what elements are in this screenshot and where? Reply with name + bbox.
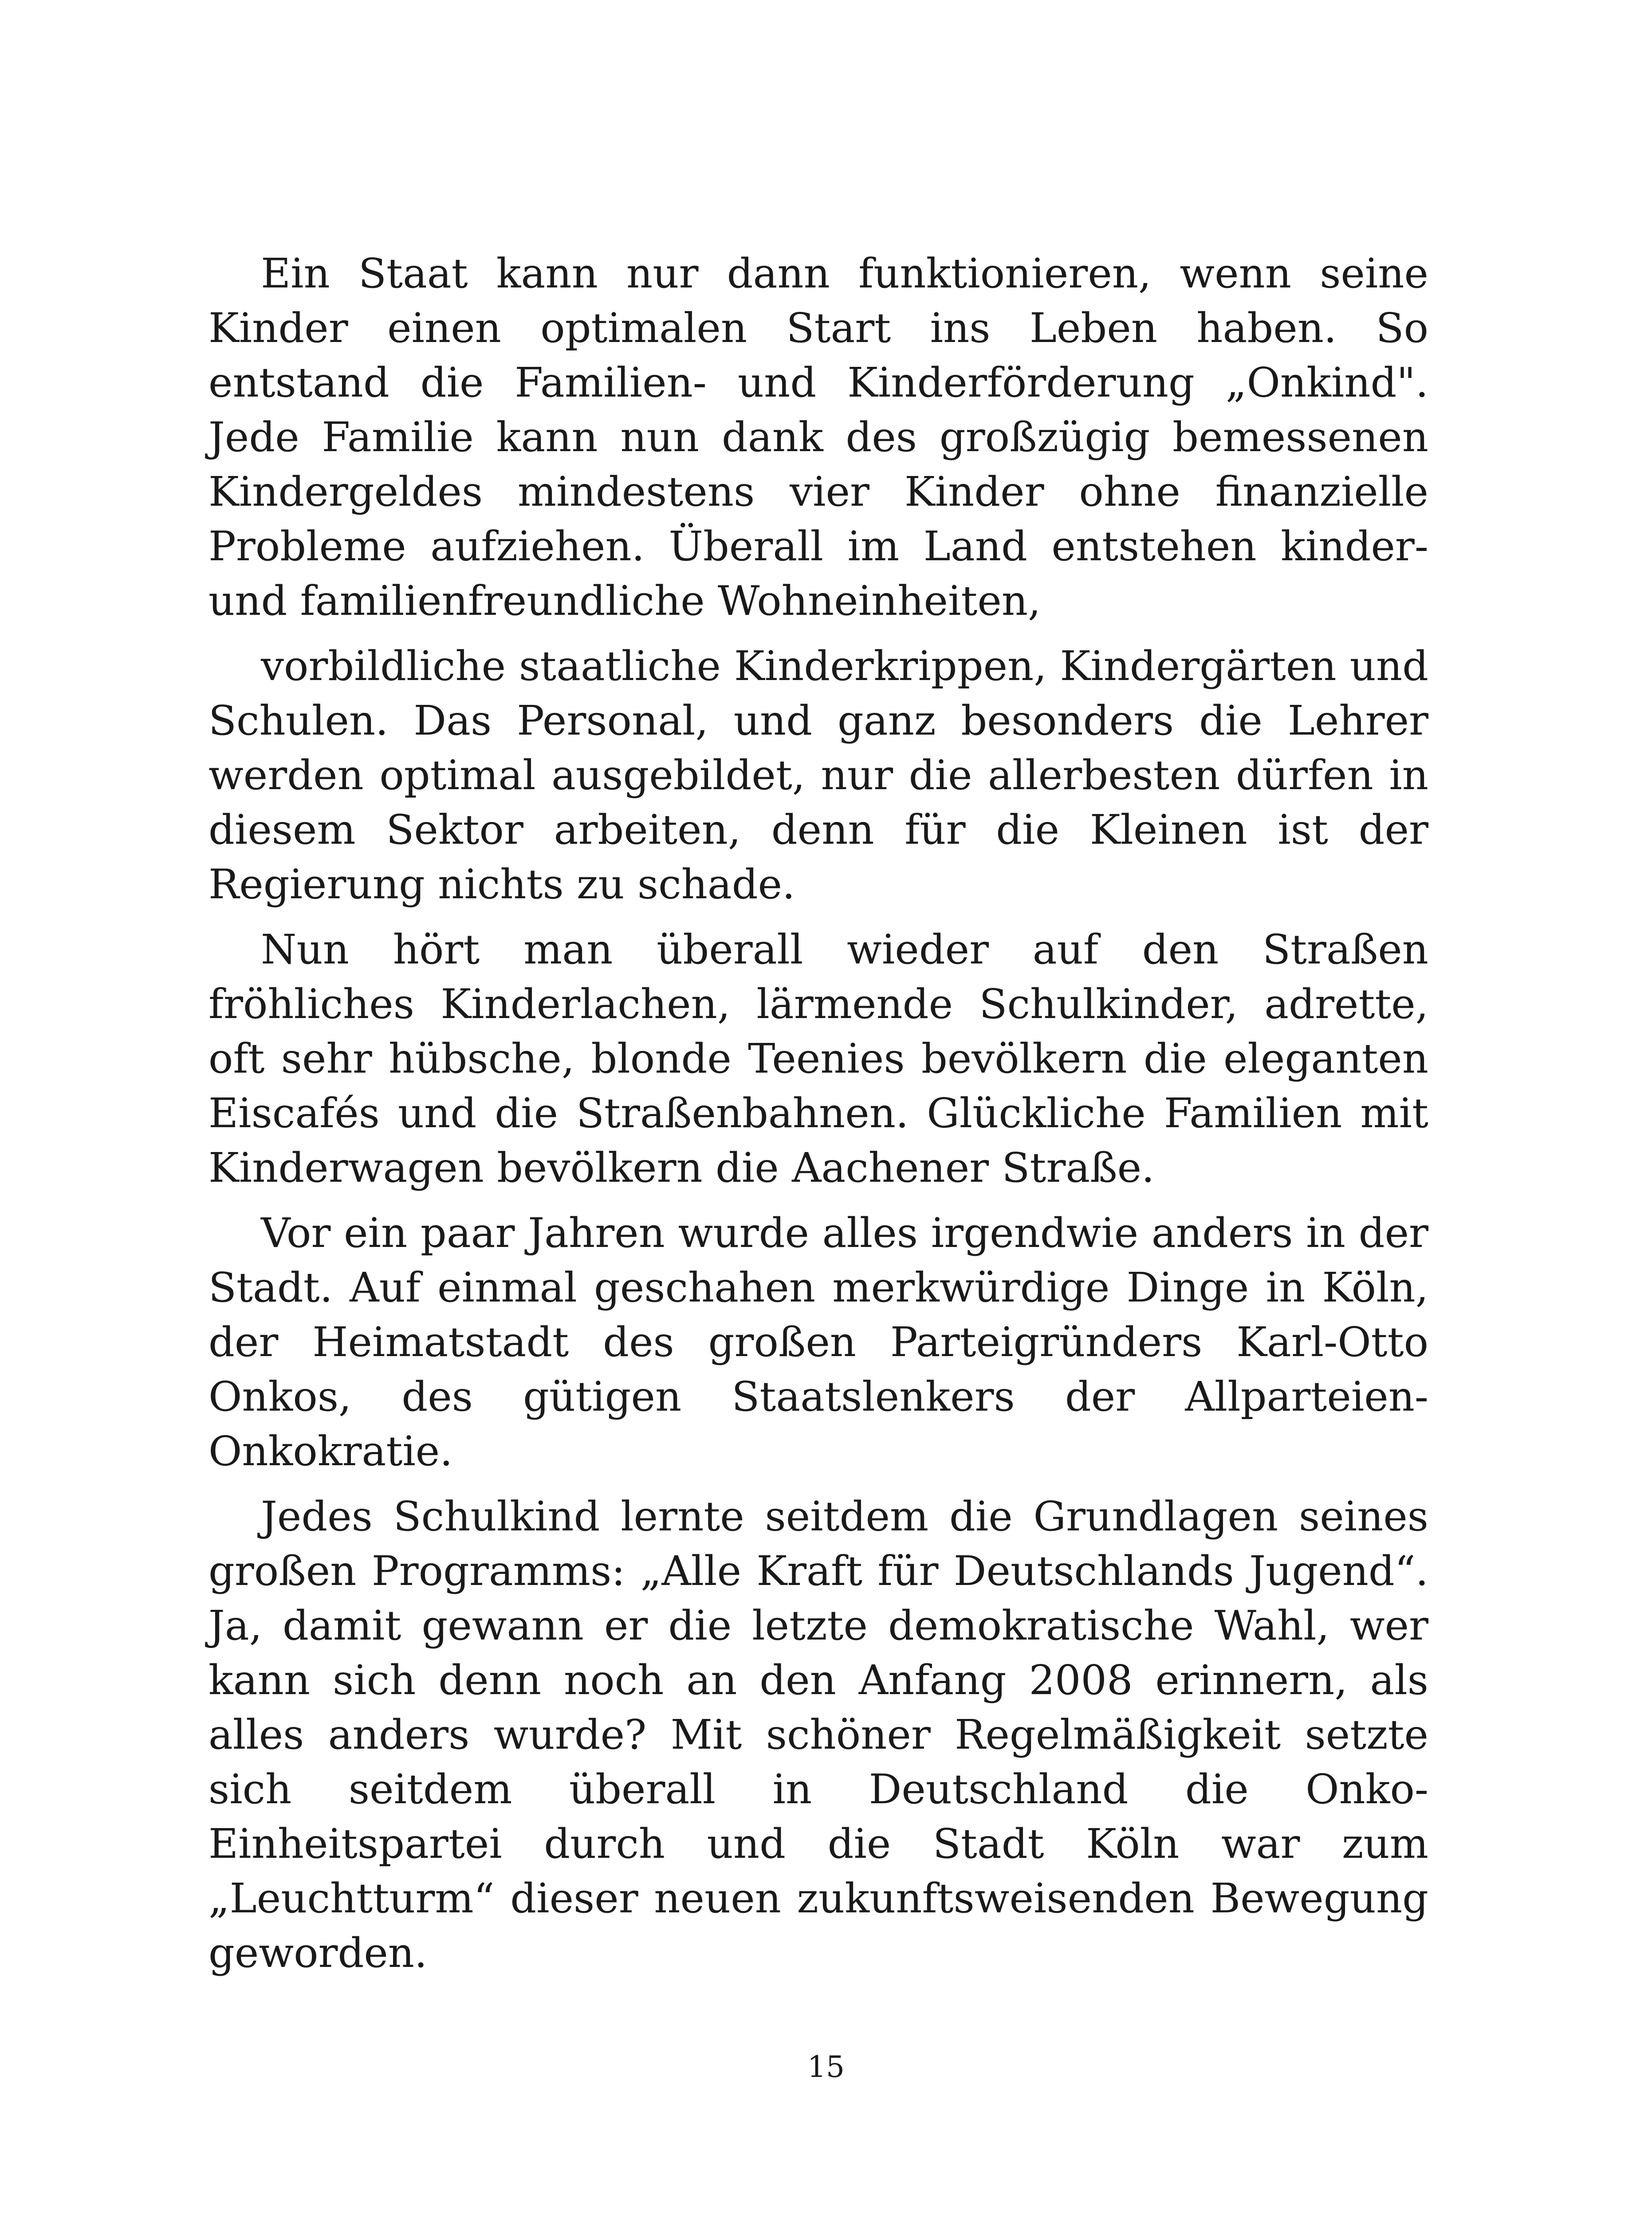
paragraph-1: Ein Staat kann nur dann funktionieren, wenn seine Kinder einen optimalen Start ins Leben haben. So entstand die Familien- und Kinderförderung „Onkind". Jede Familie kann nun dank des großzügig bemessenen Kindergeldes mindestens vier Kinder ohne finanzielle Probleme aufziehen. Überall im Land entstehen kinder- und familienfreundliche Wohneinheiten, <box>208 250 1428 625</box>
page-number: 15 <box>807 2050 845 2084</box>
body-text <box>208 246 1428 1991</box>
paragraph-5: Jedes Schulkind lernte seitdem die Grundlagen seines großen Programms: „Alle Kraft für Deutschlands Jugend“. Ja, damit gewann er die letzte demokratische Wahl, wer kann sich denn noch an den Anfang 2008 erinnern, als alles anders wurde? Mit schöner Regelmäßigkeit setzte sich seitdem überall in Deutschland die Onko-Einheitspartei durch und die Stadt Köln war zum „Leuchtturm“ dieser neuen zukunftsweisenden Bewegung geworden. <box>208 1493 1428 1977</box>
paragraph-3: Nun hört man überall wieder auf den Straßen fröhliches Kinderlachen, lärmende Schulkinder, adrette, oft sehr hübsche, blonde Teenies bevölkern die eleganten Eiscafés und die Straßenbahnen. Glückliche Familien mit Kinderwagen bevölkern die Aachener Straße. <box>208 926 1428 1192</box>
paragraph-4: Vor ein paar Jahren wurde alles irgendwie anders in der Stadt. Auf einmal geschahen merkwürdige Dinge in Köln, der Heimatstadt des großen Parteigründers Karl-Otto Onkos, des gütigen Staatslenkers der Allparteien-Onkokratie. <box>208 1209 1428 1475</box>
paragraph-2: vorbildliche staatliche Kinderkrippen, Kindergärten und Schulen. Das Personal, und ganz besonders die Lehrer werden optimal ausgebildet, nur die allerbesten dürfen in diesem Sektor arbeiten, denn für die Kleinen ist der Regierung nichts zu schade. <box>208 642 1428 908</box>
